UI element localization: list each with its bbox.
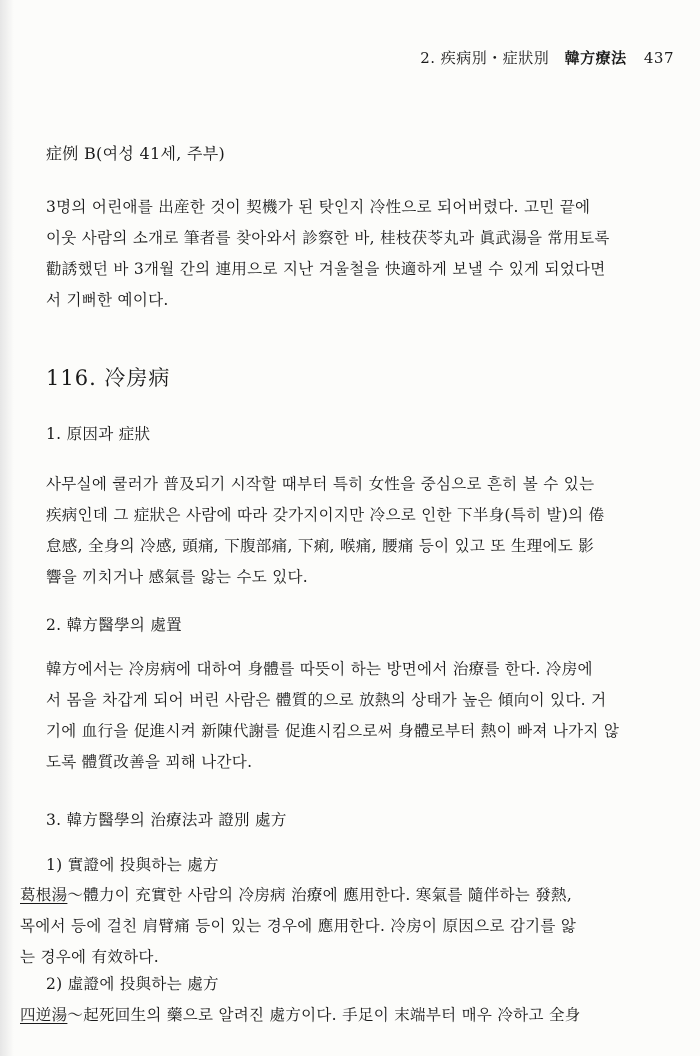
section1-heading: 1. 原因과 症狀	[46, 425, 151, 443]
prescription-item-paragraph	[20, 880, 680, 973]
paragraph-line	[20, 1000, 680, 1031]
paragraph-line: 도록 體質改善을 꾀해 나간다.	[46, 753, 253, 771]
paragraph-line: 韓方에서는 冷房病에 대하여 身體를 따뜻이 하는 방면에서 治療를 한다. 冷房에	[46, 660, 593, 678]
section3-heading: 3. 韓方醫學의 治療法과 證別 處方	[46, 811, 287, 829]
paragraph-line-rest: ～起死回生의 藥으로 알려진 處方이다. 手足이 末端부터 매우 冷하고 全身	[67, 1006, 581, 1024]
paragraph-line: 響을 끼치거나 感氣를 앓는 수도 있다.	[46, 568, 309, 586]
paragraph-line: 는 경우에 有效하다.	[20, 948, 159, 966]
case-title: 症例 B(여성 41세, 주부)	[46, 144, 226, 163]
prescription-name: 葛根湯	[20, 886, 68, 904]
paragraph-line: 疾病인데 그 症狀은 사람에 따라 갖가지이지만 冷으로 인한 下半身(특히 발)의 倦	[46, 506, 605, 524]
prescription-item-heading: 2) 虛證에 投與하는 處方	[46, 975, 219, 993]
paragraph-line: 기에 血行을 促進시켜 新陳代謝를 促進시킴으로써 身體로부터 熱이 빠져 나가지 않	[46, 722, 620, 740]
chapter-title: 116. 冷房病	[46, 366, 171, 390]
page-number: 437	[643, 49, 674, 67]
section1-paragraph	[46, 469, 678, 593]
paragraph-line: 목에서 등에 걸친 肩臂痛 등이 있는 경우에 應用한다. 冷房이 原因으로 감기를 앓	[20, 917, 577, 935]
running-header	[420, 47, 674, 68]
case-paragraph	[46, 192, 678, 316]
paragraph-line: 사무실에 쿨러가 普及되기 시작할 때부터 특히 女性을 중심으로 흔히 볼 수 있는	[46, 475, 595, 493]
section2-paragraph	[46, 654, 678, 778]
paragraph-line: 勸誘했던 바 3개월 간의 連用으로 지난 겨울철을 快適하게 보낼 수 있게 되었다면	[46, 260, 606, 278]
paragraph-line	[20, 880, 680, 911]
paragraph-line: 이웃 사람의 소개로 筆者를 찾아와서 診察한 바, 桂枝茯苓丸과 眞武湯을 常用토록	[46, 229, 610, 247]
header-section: 2. 疾病別・症狀別	[420, 49, 550, 67]
paragraph-line-rest: ～體力이 充實한 사람의 冷房病 治療에 應用한다. 寒氣를 隨伴하는 發熱,	[67, 886, 573, 904]
prescription-name: 四逆湯	[20, 1006, 68, 1024]
page-gutter-shadow	[0, 0, 14, 1056]
paragraph-line: 서 기뻐한 예이다.	[46, 291, 169, 309]
paragraph-line: 3명의 어린애를 出産한 것이 契機가 된 탓인지 冷性으로 되어버렸다. 고민 끝에	[46, 198, 591, 216]
paragraph-line: 怠感, 全身의 冷感, 頭痛, 下腹部痛, 下痢, 喉痛, 腰痛 등이 있고 또 生理에도 影	[46, 537, 595, 555]
prescription-item-paragraph	[20, 1000, 680, 1031]
prescription-item-heading: 1) 實證에 投與하는 處方	[46, 856, 219, 874]
header-title: 韓方療法	[564, 49, 627, 67]
section2-heading: 2. 韓方醫學의 處置	[46, 616, 182, 634]
paragraph-line: 서 몸을 차갑게 되어 버린 사람은 體質的으로 放熱의 상태가 높은 傾向이 있다. 거	[46, 691, 607, 709]
